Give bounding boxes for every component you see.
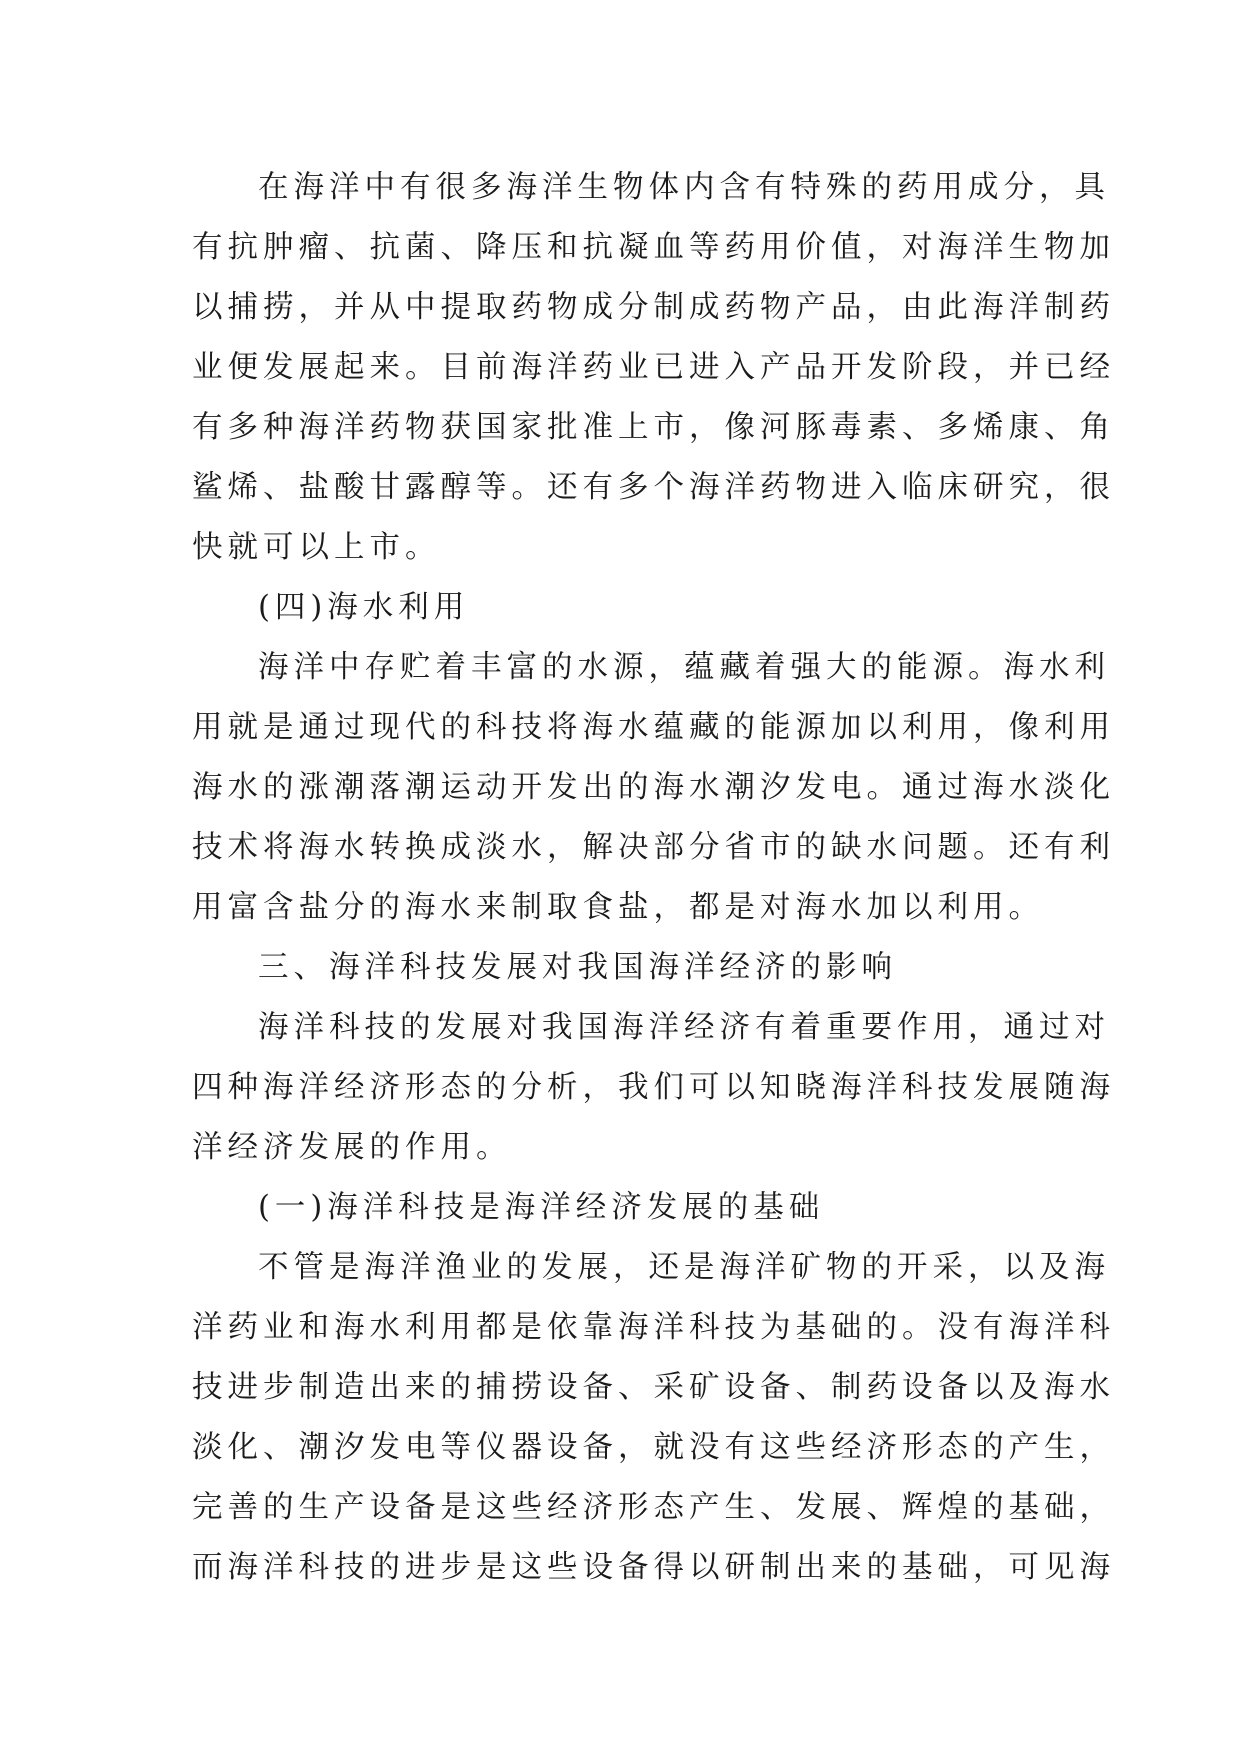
text-line: 在海洋中有很多海洋生物体内含有特殊的药用成分，具 — [258, 170, 1110, 205]
text-line: 快就可以上市。 — [192, 530, 441, 565]
text-line: 淡化、潮汐发电等仪器设备，就没有这些经济形态的产生， — [192, 1430, 1115, 1465]
text-line: 鲨烯、盐酸甘露醇等。还有多个海洋药物进入临床研究，很 — [192, 470, 1115, 505]
text-line: 洋药业和海水利用都是依靠海洋科技为基础的。没有海洋科 — [192, 1310, 1115, 1345]
text-line: 三、海洋科技发展对我国海洋经济的影响 — [258, 950, 897, 985]
text-line: 以捕捞，并从中提取药物成分制成药物产品，由此海洋制药 — [192, 290, 1115, 325]
text-line: 技术将海水转换成淡水，解决部分省市的缺水问题。还有利 — [192, 830, 1115, 865]
text-line: 用就是通过现代的科技将海水蕴藏的能源加以利用，像利用 — [192, 710, 1115, 745]
text-line: 海洋中存贮着丰富的水源，蕴藏着强大的能源。海水利 — [258, 650, 1110, 685]
text-line: (一)海洋科技是海洋经济发展的基础 — [258, 1190, 825, 1225]
text-line: 海洋科技的发展对我国海洋经济有着重要作用，通过对 — [258, 1010, 1110, 1045]
text-line: 四种海洋经济形态的分析，我们可以知晓海洋科技发展随海 — [192, 1070, 1115, 1105]
text-line: 有抗肿瘤、抗菌、降压和抗凝血等药用价值，对海洋生物加 — [192, 230, 1115, 265]
text-line: 有多种海洋药物获国家批准上市，像河豚毒素、多烯康、角 — [192, 410, 1115, 445]
text-line: 不管是海洋渔业的发展，还是海洋矿物的开采，以及海 — [258, 1250, 1110, 1285]
text-line: 业便发展起来。目前海洋药业已进入产品开发阶段，并已经 — [192, 350, 1115, 385]
text-line: 洋经济发展的作用。 — [192, 1130, 512, 1165]
text-line: 而海洋科技的进步是这些设备得以研制出来的基础，可见海 — [192, 1550, 1115, 1585]
text-line: 完善的生产设备是这些经济形态产生、发展、辉煌的基础， — [192, 1490, 1115, 1525]
text-line: 用富含盐分的海水来制取食盐，都是对海水加以利用。 — [192, 890, 1044, 925]
text-line: 技进步制造出来的捕捞设备、采矿设备、制药设备以及海水 — [192, 1370, 1115, 1405]
text-line: (四)海水利用 — [258, 590, 470, 625]
text-line: 海水的涨潮落潮运动开发出的海水潮汐发电。通过海水淡化 — [192, 770, 1115, 805]
document-body — [192, 158, 1115, 1598]
